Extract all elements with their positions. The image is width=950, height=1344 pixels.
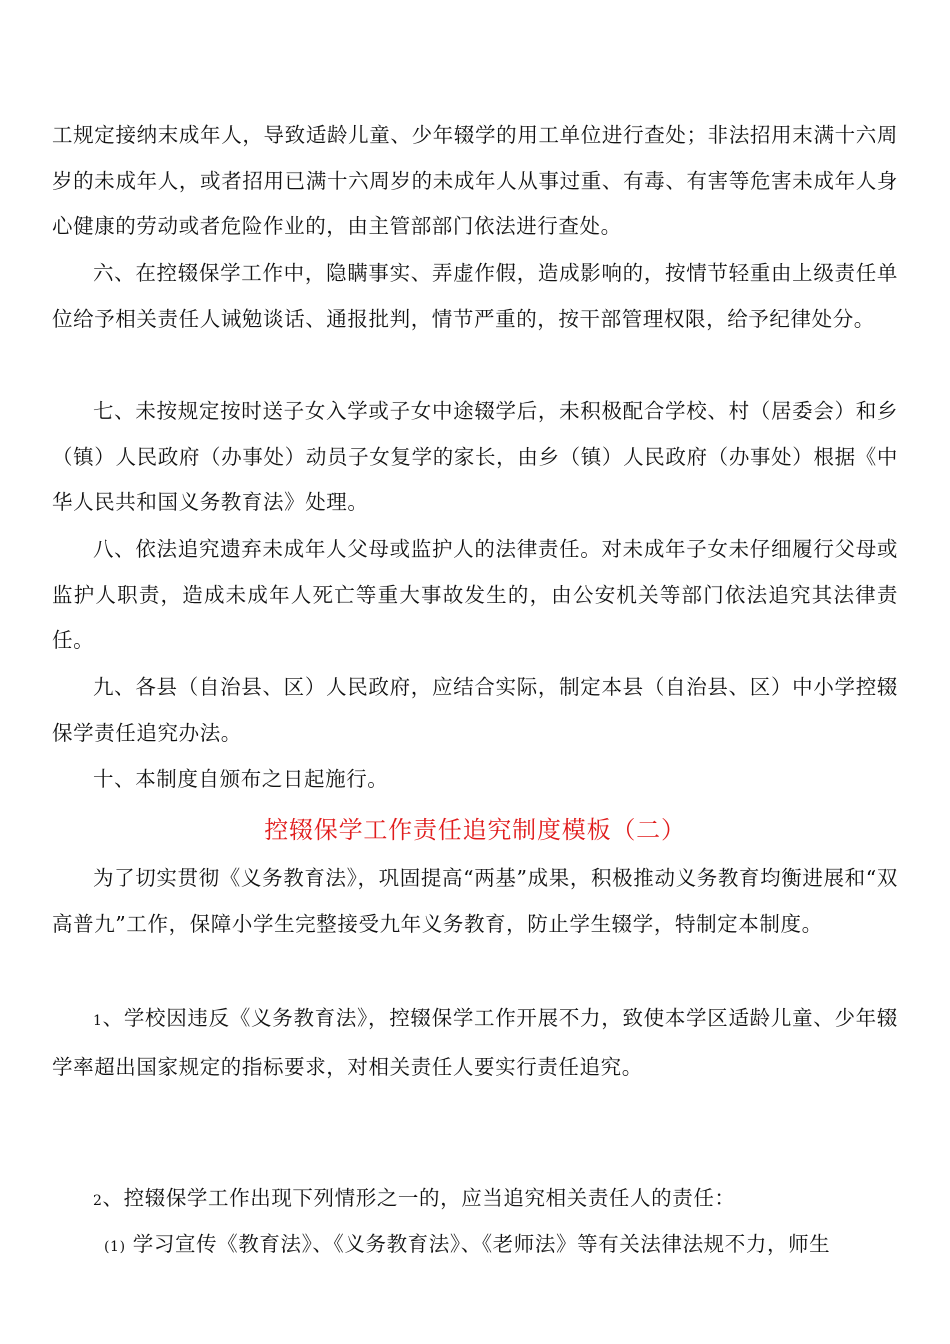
paragraph-continuation: 工规定接纳末成年人，导致适龄儿童、少年辍学的用工单位进行查处；非法招用末满十六周岁的未成年人，或者招用已满十六周岁的未成年人从事过重、有毒、有害等危害未成年人身心健康的劳动或者危险作业的，由主管部部门依法进行查处。 [52, 123, 898, 238]
point-1-number: 1 [93, 1013, 103, 1029]
point-2-number: 2 [93, 1193, 103, 1209]
subpoint-1-number: (1) [104, 1239, 126, 1255]
paragraph-item-9: 九、各县（自治县、区）人民政府，应结合实际，制定本县（自治县、区）中小学控辍保学责任追究办法。 [52, 675, 898, 745]
point-2-text: 、控辍保学工作出现下列情形之一的，应当追究相关责任人的责任： [102, 1186, 736, 1210]
subpoint-1-text: 学习宣传《教育法》、《义务教育法》、《老师法》等有关法律法规不力，师生 [132, 1232, 831, 1256]
section-title: 控辍保学工作责任追究制度模板（二） [264, 816, 686, 844]
paragraph-subpoint-1 [52, 1222, 898, 1271]
paragraph-item-8: 八、依法追究遗弃未成年人父母或监护人的法律责任。对未成年子女未仔细履行父母或监护人职责，造成未成年人死亡等重大事故发生的，由公安机关等部门依法追究其法律责任。 [52, 537, 898, 652]
intro-paragraph: 为了切实贯彻《义务教育法》，巩固提高“两基”成果，积极推动义务教育均衡进展和“双高普九”工作，保障小学生完整接受九年义务教育，防止学生辍学，特制定本制度。 [52, 866, 898, 936]
paragraph-item-7: 七、未按规定按时送子女入学或子女中途辍学后，未积极配合学校、村（居委会）和乡（镇）人民政府（办事处）动员子女复学的家长，由乡（镇）人民政府（办事处）根据《中华人民共和国义务教育法》处理。 [52, 399, 898, 514]
point-1-text: 、学校因违反《义务教育法》，控辍保学工作开展不力，致使本学区适龄儿童、少年辍学率超出国家规定的指标要求，对相关责任人要实行责任追究。 [52, 1006, 898, 1079]
paragraph-item-6: 六、在控辍保学工作中，隐瞒事实、弄虚作假，造成影响的，按情节轻重由上级责任单位给予相关责任人诫勉谈话、通报批判，情节严重的，按干部管理权限，给予纪律处分。 [52, 261, 898, 331]
paragraph-point-2 [52, 1176, 898, 1225]
paragraph-point-1 [52, 996, 898, 1090]
paragraph-item-10: 十、本制度自颁布之日起施行。 [93, 767, 389, 791]
